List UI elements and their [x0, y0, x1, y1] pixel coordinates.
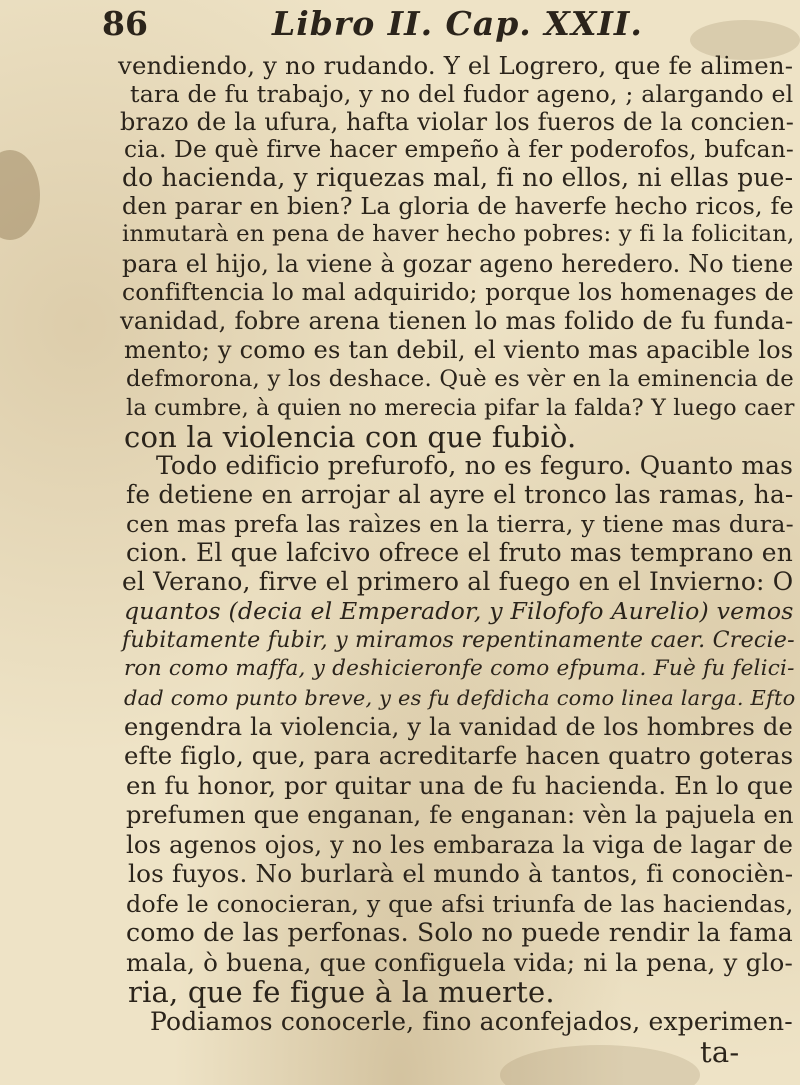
- text-line: los agenos ojos, y no les embaraza la viga de lagar de: [126, 831, 794, 859]
- text-line: brazo de la ufura, hafta violar los fueros de la concien-: [120, 108, 794, 136]
- text-line: en fu honor, por quitar una de fu hacienda. En lo que: [126, 771, 794, 800]
- text-line: con la violencia con que fubiò.: [124, 420, 577, 454]
- text-line: mala, ò buena, que configuela vida; ni la pena, y glo-: [126, 948, 794, 977]
- page-number: 86: [102, 4, 148, 43]
- text-line: cia. De què firve hacer empeño à fer poderofos, bufcan-: [124, 136, 794, 163]
- text-line: el Verano, firve el primero al fuego en el Invierno: O: [122, 567, 794, 596]
- text-line: defmorona, y los deshace. Què es vèr en la eminencia de: [126, 366, 794, 392]
- text-line: confiftencia lo mal adquirido; porque los homenages de: [122, 278, 794, 306]
- text-line: inmutarà en pena de haver hecho pobres: y fi la folicitan,: [122, 221, 795, 247]
- text-line: ron como maffa, y deshicieronfe como efpuma. Fuè fu felici-: [124, 656, 795, 681]
- text-line: do hacienda, y riquezas mal, fi no ellos, ni ellas pue-: [122, 163, 794, 192]
- running-head: Libro II. Cap. XXII.: [272, 4, 643, 43]
- text-line: efte figlo, que, para acreditarfe hacen quatro goteras: [124, 741, 794, 770]
- stain-left: [0, 150, 40, 240]
- text-line: dofe le conocieran, y que afsi triunfa de las haciendas,: [126, 890, 794, 918]
- text-line: den parar en bien? La gloria de haverfe hecho ricos, fe: [122, 192, 794, 220]
- text-line: la cumbre, à quien no merecia pifar la falda? Y luego caer: [126, 395, 795, 421]
- text-line: Podiamos conocerle, fino aconfejados, experimen-: [150, 1007, 793, 1036]
- text-line: engendra la violencia, y la vanidad de los hombres de: [124, 713, 794, 741]
- text-line: vendiendo, y no rudando. Y el Logrero, que fe alimen-: [118, 51, 794, 80]
- text-line: cen mas prefa las raìzes en la tierra, y tiene mas dura-: [126, 510, 794, 538]
- text-line: fe detiene en arrojar al ayre el tronco las ramas, ha-: [126, 480, 794, 509]
- text-line: cion. El que lafcivo ofrece el fruto mas temprano en: [126, 538, 793, 567]
- text-line: ria, que fe figue à la muerte.: [128, 975, 555, 1009]
- text-line: para el hijo, la viene à gozar ageno heredero. No tiene: [122, 250, 794, 278]
- text-line: como de las perfonas. Solo no puede rendir la fama: [126, 918, 793, 947]
- catchword: ta-: [700, 1035, 740, 1069]
- text-line: vanidad, fobre arena tienen lo mas folido de fu funda-: [120, 306, 794, 335]
- text-line: dad como punto breve, y es fu defdicha como linea larga. Efto: [124, 686, 796, 710]
- page-header: [72, 4, 772, 46]
- text-line: prefumen que enganan, fe enganan: vèn la pajuela en: [126, 801, 794, 829]
- text-line: fubitamente fubir, y miramos repentinamente caer. Crecie-: [122, 627, 795, 653]
- text-line: mento; y como es tan debil, el viento mas apacible los: [124, 336, 794, 364]
- text-line: tara de fu trabajo, y no del fudor ageno, ; alargando el: [130, 80, 794, 108]
- text-line: Todo edificio prefurofo, no es feguro. Quanto mas: [156, 451, 794, 480]
- text-line: quantos (decia el Emperador, y Filofofo Aurelio) vemos: [124, 597, 794, 625]
- text-line: los fuyos. No burlarà el mundo à tantos, fi conocièn-: [128, 859, 794, 888]
- stain-bottom: [500, 1045, 700, 1085]
